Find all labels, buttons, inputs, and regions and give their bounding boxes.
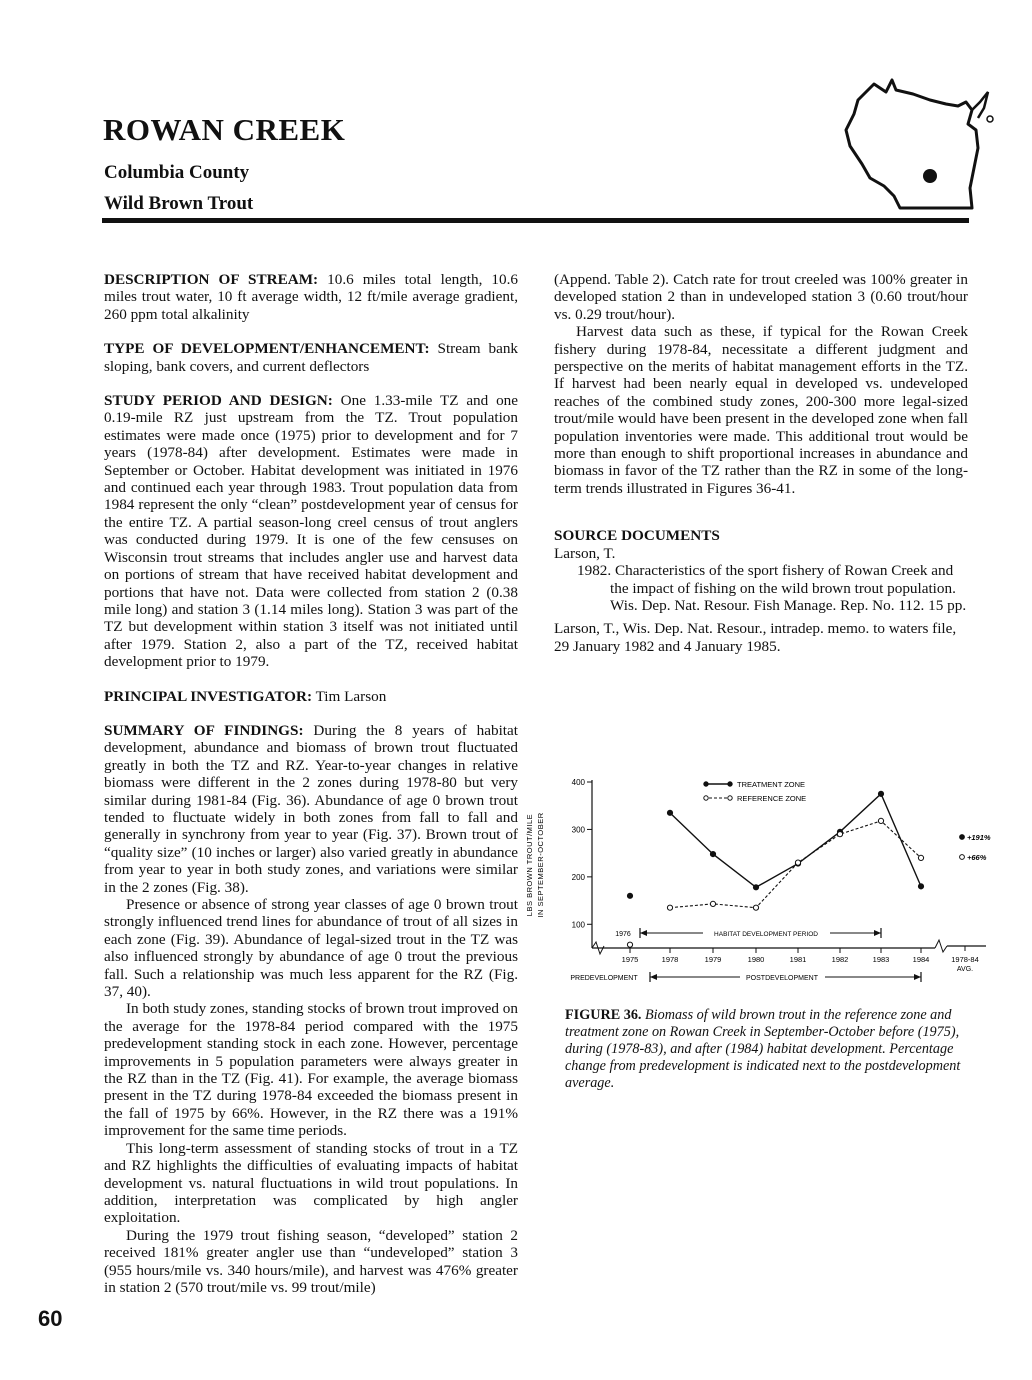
chart-series (627, 791, 964, 947)
study-paragraph (104, 392, 518, 671)
x-tick-label-avg-sub: AVG. (956, 966, 974, 973)
study-text: One 1.33-mile TZ and one 0.19-mile RZ just upstream from the TZ. Trout population estimates were made once (1975) prior to development and for 7 years (1978-84) after development. Estimates were made in September or October. Habitat development was initiated in 1976 and continued each year through 1983. Trout population data from 1984 represent the only “clean” postdevelopment year of census for the entire TZ. A partial season-long creel census of trout anglers was conducted during 1979. It is one of the few censuses on Wisconsin trout streams that includes angler use and harvest data on portions of stream that have received habitat development and portions that have not. Data were collected from station 2 (0.38 mile long) and station 3 (1.14 miles long). Station 3 was part of the TZ but development within station 3 itself was not initiated until after 1979. Station 2, also a part of the TZ, received habitat development prior to 1979. (104, 392, 518, 671)
left-column (104, 271, 518, 1296)
axis-break-mark (935, 940, 947, 952)
treatment-zone-line (670, 794, 921, 887)
x-tick-label-1982: 1982 (831, 955, 849, 964)
development-text: Stream bank sloping, bank covers, and current deflectors (104, 340, 519, 375)
postdevelopment-label: POSTDEVELOPMENT (746, 975, 818, 982)
treatment-zone-point-1978 (667, 810, 672, 815)
investigator-paragraph (104, 688, 518, 705)
treatment-zone-point-1983 (878, 791, 883, 796)
source-entry-2: Larson, T., Wis. Dep. Nat. Resour., intradep. memo. to waters file, 29 January 1982 and 4 January 1985. (554, 620, 957, 655)
summary-text: During the 8 years of habitat development, abundance and biomass of brown trout fluctuated greatly in both the TZ and RZ. Year-to-year changes in relative biomass were different in the 2 zones during 1978-80 but very similar during 1981-84 (Fig. 36). Abundance of age 0 brown trout tended to fluctuate widely in both zones from fall to fall and generally in synchrony from year to year (Fig. 37). Brown trout of “quality size” (10 inches or larger) also varied greatly in abundance from year to year in both study zones, and variations were similar in the 2 zones (Fig. 38). (104, 721, 518, 896)
investigator-label: PRINCIPAL INVESTIGATOR: (104, 687, 313, 705)
right-para-2: Harvest data such as these, if typical for the Rowan Creek fishery during 1978-84, necessitate a different judgment and perspective on the merits of habitat management efforts in the TZ. If harvest had been nearly equal in developed vs. undeveloped reaches of the combined study zones, 200-300 more legal-sized trout/mile would have been present in the developed zone when fall population inventories were made. This additional trout would be more than enough to shift proportional increases in abundance and biomass in favor of the TZ rather than the RZ in some of the long-term trends illustrated in Figures 36-41. (554, 323, 968, 497)
county-subtitle: Columbia County (104, 162, 250, 183)
development-paragraph (104, 340, 518, 375)
sources-heading: SOURCE DOCUMENTS (554, 527, 720, 545)
treatment-zone-avg-marker (960, 835, 965, 840)
reference-zone-predev-point (627, 942, 632, 947)
summary-paragraph (104, 722, 518, 896)
right-column (554, 271, 968, 655)
y-tick-label-400: 400 (571, 778, 585, 787)
treatment-zone-legend-marker-b (728, 782, 732, 786)
reference-zone-legend-marker-a (704, 796, 708, 800)
header-rule (102, 218, 969, 223)
reference-zone-legend-label: REFERENCE ZONE (737, 794, 807, 803)
habitat-period-label: HABITAT DEVELOPMENT PERIOD (714, 931, 818, 938)
reference-zone-point-1981 (795, 860, 800, 865)
summary-para-3: In both study zones, standing stocks of brown trout improved on the average for the 1978-84 period compared with the 1975 predevelopment standing stock in each zone. However, percentage improvements in 5 population parameters were always greater in the RZ than in the TZ (Fig. 41). For example, the average biomass present in the TZ during 1978-84 exceeded the biomass present in the fall of 1975 by 66%. However, in the RZ there was a 191% improvement for the same time periods. (104, 1000, 518, 1140)
habitat-start-label: 1976 (615, 931, 631, 938)
x-tick-label-1975: 1975 (621, 955, 639, 964)
reference-zone-point-1978 (667, 905, 672, 910)
predevelopment-label: PREDEVELOPMENT (570, 975, 638, 982)
page-title: ROWAN CREEK (103, 112, 346, 147)
x-tick-label-1979: 1979 (704, 955, 722, 964)
development-label: TYPE OF DEVELOPMENT/ENHANCEMENT: (104, 340, 430, 358)
source-author: Larson, T. (554, 544, 616, 562)
source-entry-1: 1982. Characteristics of the sport fishery of Rowan Creek and the impact of fishing on the wild brown trout population. Wis. Dep. Nat. Resour. Fish Manage. Rep. No. 112. 15 pp. (577, 562, 967, 614)
reference-zone-point-1983 (878, 818, 883, 823)
description-text: 10.6 miles total length, 10.6 miles trout water, 10 ft average width, 12 ft/mile average gradient, 260 ppm total alkalinity (104, 271, 519, 323)
x-tick-label-1978-84 AVG.: 1978-84 (951, 955, 979, 964)
y-axis-label-line1: LBS BROWN TROUT/MILE (525, 813, 534, 917)
figure-caption (565, 1007, 969, 1092)
summary-para-5: During the 1979 trout fishing season, “developed” station 2 received 181% greater angler use than “undeveloped” station 3 (955 hours/mile vs. 340 hours/mile), and harvest was 476% greater in station 2 (570 trout/mile vs. 99 trout/mile) (104, 1226, 518, 1296)
treatment-zone-legend-label: TREATMENT ZONE (737, 780, 806, 789)
summary-para-4: This long-term assessment of standing stocks of trout in a TZ and RZ highlights the difficulties of evaluating impacts of habitat development vs. natural fluctuations in wild trout populations. In addition, interpretation was complicated by high angler exploitation. (104, 1139, 518, 1227)
reference-zone-point-1979 (710, 901, 715, 906)
reference-zone-legend-marker-b (728, 796, 732, 800)
x-tick-label-1983: 1983 (872, 955, 890, 964)
treatment-zone-predev-point (627, 893, 632, 898)
figure-caption-text: Biomass of wild brown trout in the reference zone and treatment zone on Rowan Creek in September-October before (1975), during (1978-83), and after (1984) habitat development. Percentage change from predevelopment is indicated next to the postdevelopment average. (565, 1007, 961, 1091)
reference-zone-point-1984 (918, 855, 923, 860)
treatment-zone-avg-label: +191% (967, 833, 991, 842)
right-para-1: (Append. Table 2). Catch rate for trout creeled was 100% greater in developed station 2 than in undeveloped station 3 (0.60 trout/hour vs. 0.29 trout/hour). (554, 271, 968, 323)
figure-label: FIGURE 36. (565, 1007, 642, 1023)
x-tick-label-1981: 1981 (789, 955, 807, 964)
postdev-arrow-right (914, 974, 921, 980)
summary-para-2: Presence or absence of strong year classes of age 0 brown trout strongly influenced trend lines for abundance of trout of all sizes in each zone (Fig. 39). Abundance of legal-sized trout in the TZ was also influenced strongly by abundance of age 0 trout the previous fall. Such a relationship was much less apparent for the RZ (Fig. 37, 40). (104, 896, 518, 1001)
reference-zone-point-1980 (753, 905, 758, 910)
reference-zone-avg-marker (960, 855, 965, 860)
study-label: STUDY PERIOD AND DESIGN: (104, 392, 333, 410)
y-tick-label-100: 100 (571, 920, 585, 930)
treatment-zone-point-1980 (753, 885, 758, 890)
x-tick-label-1978: 1978 (661, 955, 679, 964)
y-tick-label-200: 200 (571, 872, 585, 882)
habitat-arrow-left (640, 930, 647, 936)
x-tick-label-1980: 1980 (747, 955, 765, 964)
treatment-zone-legend-marker-a (704, 782, 708, 786)
description-paragraph (104, 271, 518, 323)
y-axis-label-line2: IN SEPTEMBER-OCTOBER (536, 812, 545, 918)
habitat-arrow-right (874, 930, 881, 936)
summary-label: SUMMARY OF FINDINGS: (104, 721, 304, 739)
figure-36-chart (520, 770, 1000, 990)
y-tick-label-300: 300 (571, 825, 585, 835)
investigator-text: Tim Larson (315, 687, 387, 705)
treatment-zone-point-1979 (710, 851, 715, 856)
wisconsin-map-icon (838, 72, 996, 218)
page-number: 60 (38, 1306, 63, 1331)
treatment-zone-point-1984 (918, 884, 923, 889)
reference-zone-point-1982 (837, 832, 842, 837)
x-tick-label-1984: 1984 (912, 955, 930, 964)
species-subtitle: Wild Brown Trout (104, 193, 254, 214)
chart-axes (587, 780, 986, 982)
description-label: DESCRIPTION OF STREAM: (104, 271, 319, 288)
reference-zone-avg-label: +66% (967, 853, 987, 862)
